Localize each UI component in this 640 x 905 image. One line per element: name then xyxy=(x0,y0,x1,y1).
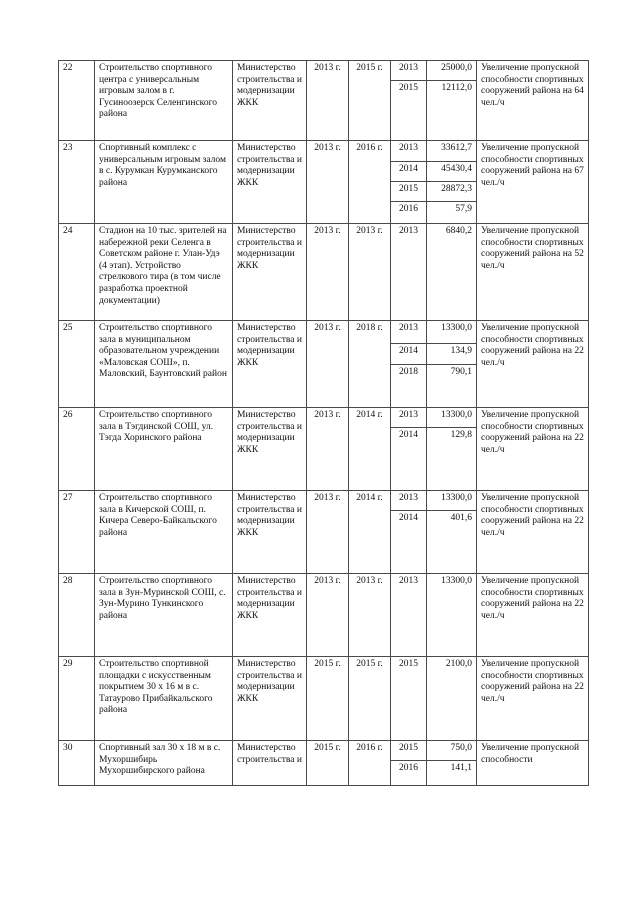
project-name: Строительство спортивного зала в Кичерской СОШ, п. Кичера Северо-Байкальского района xyxy=(95,491,233,574)
funding-year: 2015 xyxy=(391,81,427,141)
funding-amount: 13300,0 xyxy=(427,321,477,344)
responsible-party: Министерство строительства и модернизации ЖКК xyxy=(233,321,307,408)
table-row xyxy=(59,224,589,321)
funding-year: 2013 xyxy=(391,408,427,428)
row-number: 27 xyxy=(59,491,95,574)
funding-year: 2013 xyxy=(391,491,427,511)
start-year: 2013 г. xyxy=(307,491,349,574)
funding-year: 2016 xyxy=(391,202,427,224)
project-name: Стадион на 10 тыс. зрителей на набережной реки Селенга в Советском районе г. Улан-Удэ (4 этап). Устройство стрелкового тира (в том числе разработка проектной документации) xyxy=(95,224,233,321)
funding-amount: 129,8 xyxy=(427,428,477,491)
funding-year: 2013 xyxy=(391,321,427,344)
row-number: 28 xyxy=(59,574,95,657)
expected-result: Увеличение пропускной способности спортивных сооружений района на 22 чел./ч xyxy=(477,321,589,408)
funding-amount: 12112,0 xyxy=(427,81,477,141)
project-name: Строительство спортивного зала в Зун-Муринской СОШ, с. Зун-Мурино Тункинского района xyxy=(95,574,233,657)
expected-result: Увеличение пропускной способности xyxy=(477,741,589,786)
row-number: 25 xyxy=(59,321,95,408)
funding-amount: 13300,0 xyxy=(427,574,477,657)
funding-year: 2014 xyxy=(391,428,427,491)
row-number: 29 xyxy=(59,657,95,741)
responsible-party: Министерство строительства и модернизации ЖКК xyxy=(233,141,307,224)
start-year: 2013 г. xyxy=(307,408,349,491)
project-name: Строительство спортивного центра с универсальным игровым залом в г. Гусиноозерск Селенгинского района xyxy=(95,61,233,141)
funding-amount: 45430,4 xyxy=(427,162,477,182)
end-year: 2018 г. xyxy=(349,321,391,408)
construction-projects-table xyxy=(58,60,589,786)
funding-amount: 2100,0 xyxy=(427,657,477,741)
expected-result: Увеличение пропускной способности спортивных сооружений района на 22 чел./ч xyxy=(477,408,589,491)
funding-amount: 401,6 xyxy=(427,511,477,574)
responsible-party: Министерство строительства и модернизации ЖКК xyxy=(233,491,307,574)
start-year: 2013 г. xyxy=(307,141,349,224)
funding-amount: 141,1 xyxy=(427,761,477,786)
funding-year: 2014 xyxy=(391,162,427,182)
row-number: 22 xyxy=(59,61,95,141)
funding-year: 2015 xyxy=(391,182,427,202)
responsible-party: Министерство строительства и модернизации ЖКК xyxy=(233,224,307,321)
funding-year: 2013 xyxy=(391,574,427,657)
funding-amount: 13300,0 xyxy=(427,491,477,511)
expected-result: Увеличение пропускной способности спортивных сооружений района на 52 чел./ч xyxy=(477,224,589,321)
funding-amount: 750,0 xyxy=(427,741,477,761)
expected-result: Увеличение пропускной способности спортивных сооружений района на 67 чел./ч xyxy=(477,141,589,224)
table-row xyxy=(59,657,589,741)
responsible-party: Министерство строительства и модернизации ЖКК xyxy=(233,574,307,657)
funding-year: 2013 xyxy=(391,141,427,162)
end-year: 2016 г. xyxy=(349,741,391,786)
funding-amount: 33612,7 xyxy=(427,141,477,162)
table-row xyxy=(59,574,589,657)
table-row xyxy=(59,408,589,428)
row-number: 23 xyxy=(59,141,95,224)
start-year: 2013 г. xyxy=(307,224,349,321)
row-number: 26 xyxy=(59,408,95,491)
table-row xyxy=(59,321,589,344)
funding-year: 2014 xyxy=(391,344,427,365)
funding-year: 2013 xyxy=(391,61,427,81)
funding-year: 2015 xyxy=(391,657,427,741)
expected-result: Увеличение пропускной способности спортивных сооружений района на 64 чел./ч xyxy=(477,61,589,141)
start-year: 2013 г. xyxy=(307,321,349,408)
table-row xyxy=(59,491,589,511)
end-year: 2014 г. xyxy=(349,408,391,491)
responsible-party: Министерство строительства и модернизации ЖКК xyxy=(233,408,307,491)
responsible-party: Министерство строительства и xyxy=(233,741,307,786)
end-year: 2016 г. xyxy=(349,141,391,224)
expected-result: Увеличение пропускной способности спортивных сооружений района на 22 чел./ч xyxy=(477,574,589,657)
project-name: Строительство спортивного зала в муниципальном образовательном учреждении «Маловская СОШ», п. Маловский, Баунтовский район xyxy=(95,321,233,408)
funding-amount: 134,9 xyxy=(427,344,477,365)
start-year: 2015 г. xyxy=(307,741,349,786)
funding-year: 2013 xyxy=(391,224,427,321)
funding-year: 2016 xyxy=(391,761,427,786)
project-name: Спортивный комплекс с универсальным игровым залом в с. Курумкан Курумканского района xyxy=(95,141,233,224)
funding-year: 2018 xyxy=(391,365,427,408)
responsible-party: Министерство строительства и модернизации ЖКК xyxy=(233,61,307,141)
funding-amount: 13300,0 xyxy=(427,408,477,428)
end-year: 2015 г. xyxy=(349,657,391,741)
expected-result: Увеличение пропускной способности спортивных сооружений района на 22 чел./ч xyxy=(477,491,589,574)
row-number: 30 xyxy=(59,741,95,786)
responsible-party: Министерство строительства и модернизации ЖКК xyxy=(233,657,307,741)
table-row xyxy=(59,141,589,162)
end-year: 2013 г. xyxy=(349,574,391,657)
table-row xyxy=(59,741,589,761)
funding-amount: 790,1 xyxy=(427,365,477,408)
start-year: 2013 г. xyxy=(307,574,349,657)
start-year: 2013 г. xyxy=(307,61,349,141)
start-year: 2015 г. xyxy=(307,657,349,741)
row-number: 24 xyxy=(59,224,95,321)
project-name: Спортивный зал 30 х 18 м в с. Мухоршибирь Мухоршибирского района xyxy=(95,741,233,786)
funding-amount: 57,9 xyxy=(427,202,477,224)
end-year: 2015 г. xyxy=(349,61,391,141)
funding-amount: 6840,2 xyxy=(427,224,477,321)
expected-result: Увеличение пропускной способности спортивных сооружений района на 22 чел./ч xyxy=(477,657,589,741)
project-name: Строительство спортивной площадки с искусственным покрытием 30 х 16 м в с. Татаурово Прибайкальского района xyxy=(95,657,233,741)
funding-amount: 28872,3 xyxy=(427,182,477,202)
table-row xyxy=(59,61,589,81)
end-year: 2013 г. xyxy=(349,224,391,321)
end-year: 2014 г. xyxy=(349,491,391,574)
project-name: Строительство спортивного зала в Тэгдинской СОШ, ул. Тэгда Хоринского района xyxy=(95,408,233,491)
funding-amount: 25000,0 xyxy=(427,61,477,81)
funding-year: 2015 xyxy=(391,741,427,761)
funding-year: 2014 xyxy=(391,511,427,574)
